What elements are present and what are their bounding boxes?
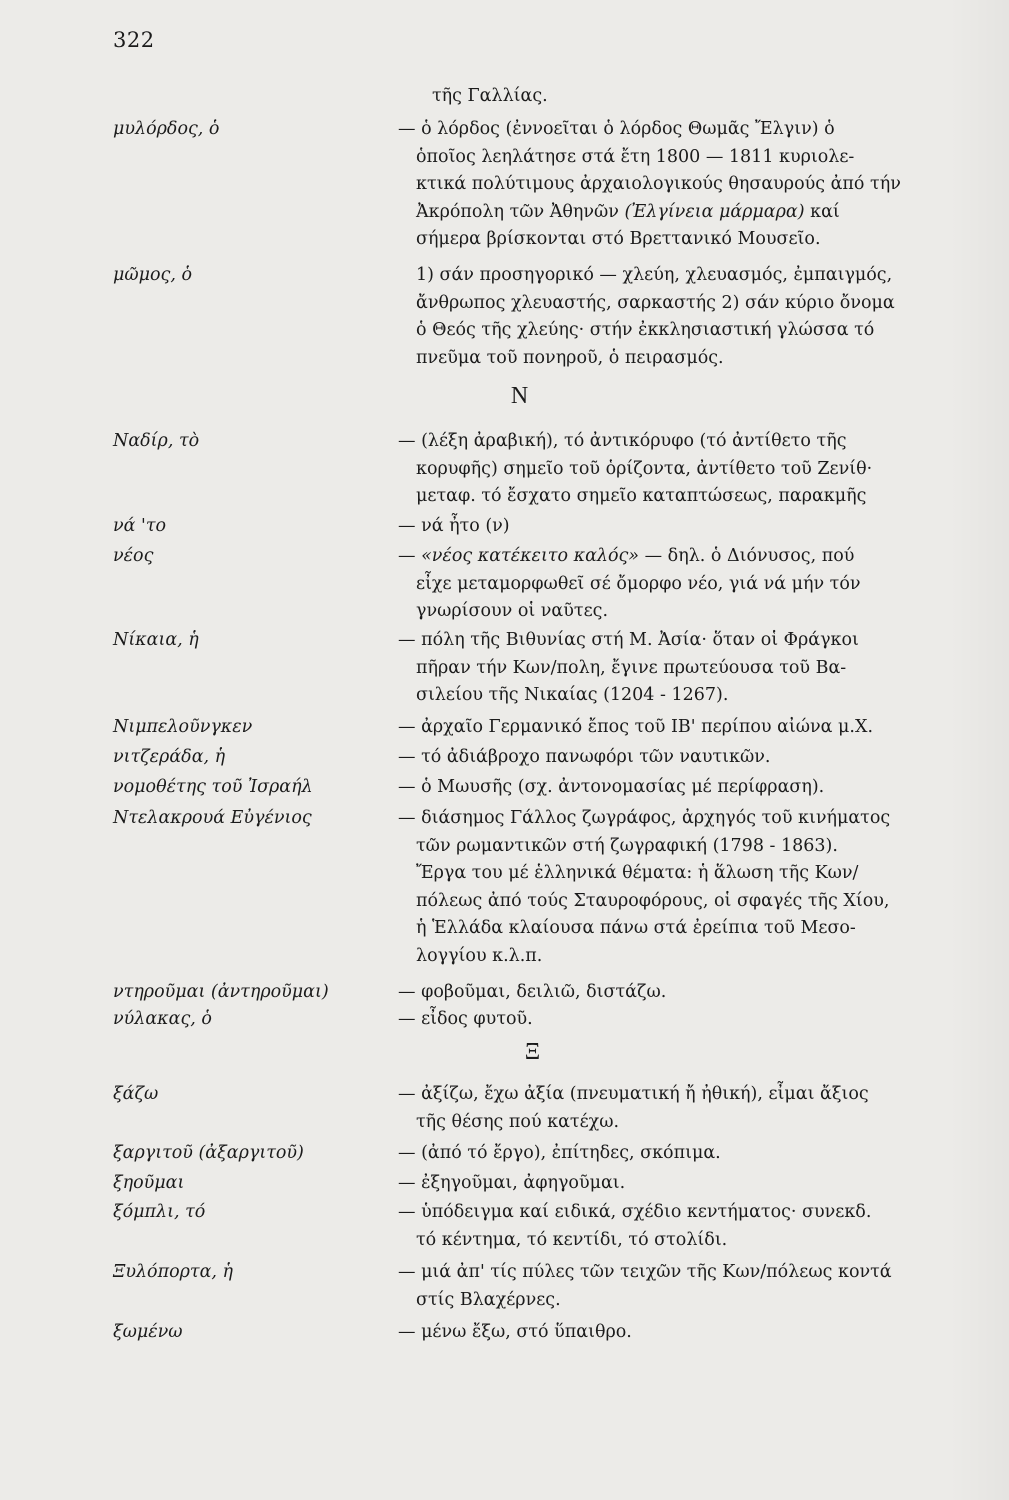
definition-line: — ὁ λόρδος (ἐννοεῖται ὁ λόρδος Θωμᾶς Ἔλγιν) ὁ [398,119,835,139]
definition-line: πνεῦμα τοῦ πονηροῦ, ὁ πειρασμός. [416,347,724,368]
headword: ξόμπλι, τό [113,1202,206,1222]
page-number: 322 [113,28,155,52]
definition-line: στίς Βλαχέρνες. [416,1289,561,1310]
headword: νέος [113,546,154,566]
definition [398,979,955,1007]
definition-line: κορυφῆς) σημεῖο τοῦ ὁρίζοντα, ἀντίθετο τοῦ Ζενίθ· [416,458,873,479]
definition [398,1006,955,1034]
definition-line: 1) σάν προσηγορικό — χλεύη, χλευασμός, ἐμπαιγμός, [416,265,893,285]
continuation-text: τῆς Γαλλίας. [432,86,548,106]
headword: νύλακας, ὁ [113,1009,212,1029]
headword: Ντελακρουά Εὐγένιος [113,808,312,828]
definition-line: γνωρίσουν οἱ ναῦτες. [416,601,609,621]
definition-line: — (λέξη ἀραβική), τό ἀντικόρυφο (τό ἀντίθετο τῆς [398,431,847,451]
definition-line: εἶχε μεταμορφωθεῖ σέ ὄμορφο νέο, γιά νά μήν τόν [416,573,861,594]
definition [398,714,955,742]
definition [398,1259,955,1314]
definition-line: — πόλη τῆς Βιθυνίας στή Μ. Ἀσία· ὅταν οἱ Φράγκοι [398,630,859,650]
definition [398,744,955,772]
definition-line: πόλεως ἀπό τούς Σταυροφόρους, οἱ σφαγές τῆς Χίου, [416,890,890,911]
definition [398,1199,955,1254]
definition [398,1170,955,1198]
headword: ξηοῦμαι [113,1173,185,1193]
definition-italic-fragment: «νέος κατέκειτο καλός» [421,546,640,566]
definition-italic-fragment: (Ἐλγίνεια μάρμαρα) [624,201,805,222]
definition [398,805,955,970]
definition-line: — μένω ἔξω, στό ὕπαιθρο. [398,1322,632,1342]
headword: ξάζω [113,1084,159,1104]
definition-line: — εἶδος φυτοῦ. [398,1009,533,1029]
definition-line [416,199,955,227]
headword: Νίκαια, ἡ [113,630,199,650]
definition-line: ἡ Ἑλλάδα κλαίουσα πάνω στά ἐρείπια τοῦ Μεσο- [416,918,856,938]
definition-line: τό κέντημα, τό κεντίδι, τό στολίδι. [416,1229,728,1250]
definition [398,543,955,626]
page-edge-shadow [949,0,1009,1500]
headword: μῶμος, ὁ [113,265,193,285]
definition-line: λογγίου κ.λ.π. [416,945,543,966]
definition-line: σήμερα βρίσκονται στό Βρεττανικό Μουσεῖο. [416,229,821,249]
definition-line: — νά ἦτο (ν) [398,516,510,536]
headword: Ναδίρ, τὸ [113,431,200,451]
definition-line: Ἔργα του μέ ἑλληνικά θέματα: ἡ ἅλωση τῆς Κων/ [416,863,859,883]
headword: νά 'το [113,516,167,536]
definition-line: σιλείου τῆς Νικαίας (1204 - 1267). [416,685,729,705]
definition-line: — μιά ἀπ' τίς πύλες τῶν τειχῶν τῆς Κων/πόλεως κοντά [398,1262,892,1282]
section-letter-n: N [510,383,529,409]
definition [416,262,957,372]
definition-line: — τό ἀδιάβροχο πανωφόρι τῶν ναυτικῶν. [398,747,771,767]
definition-line: ἄνθρωπος χλευαστής, σαρκαστής 2) σάν κύριο ὄνομα [416,292,895,313]
definition-line: — (ἀπό τό ἔργο), ἐπίτηδες, σκόπιμα. [398,1143,721,1163]
definition-line: — ἀρχαῖο Γερμανικό ἔπος τοῦ ΙΒ' περίπου αἰώνα μ.Χ. [398,717,874,737]
definition [398,116,955,254]
definition-line: τῶν ρωμαντικῶν στή ζωγραφική (1798 - 1863). [416,835,838,856]
headword: νιτζεράδα, ἡ [113,747,226,767]
definition [398,627,955,710]
headword: Ξυλόπορτα, ἡ [113,1262,234,1282]
definition [398,1081,955,1136]
headword: μυλόρδος, ὁ [113,119,220,139]
definition-line: — ἀξίζω, ἔχω ἀξία (πνευματική ἤ ἠθική), εἶμαι ἄξιος [398,1084,869,1104]
definition-line: — φοβοῦμαι, δειλιῶ, διστάζω. [398,982,667,1002]
definition [398,774,955,802]
definition-line: — διάσημος Γάλλος ζωγράφος, ἀρχηγός τοῦ κινήματος [398,808,891,828]
definition [398,1140,955,1168]
section-letter-x: Ξ [524,1039,541,1065]
definition [398,1319,955,1347]
definition-line: πῆραν τήν Κων/πολη, ἔγινε πρωτεύουσα τοῦ Βα- [416,657,847,678]
definition-line: — «νέος κατέκειτο καλός» — δηλ. ὁ Διόνυσος, πού [398,546,855,566]
headword: ξωμένω [113,1322,183,1342]
headword: ντηροῦμαι (ἀντηροῦμαι) [113,982,329,1002]
definition-line: — ἐξηγοῦμαι, ἀφηγοῦμαι. [398,1173,626,1193]
headword: νομοθέτης τοῦ Ἰσραήλ [113,777,313,797]
definition-fragment: Ἀκρόπολη τῶν Ἀθηνῶν [416,201,619,222]
definition-line: ὁποῖος λεηλάτησε στά ἔτη 1800 — 1811 κυριολε- [416,146,855,167]
definition-fragment: — δηλ. ὁ Διόνυσος, πού [644,546,855,566]
definition-line: — ὁ Μωυσῆς (σχ. ἀντονομασίας μέ περίφραση). [398,777,825,797]
headword: Νιμπελοῦνγκεν [113,717,253,737]
definition-line: τῆς θέσης πού κατέχω. [416,1111,620,1132]
definition-fragment: καί [810,201,840,222]
definition-line: ὁ Θεός τῆς χλεύης· στήν ἐκκλησιαστική γλώσσα τό [416,320,875,340]
definition-line: κτικά πολύτιμους ἀρχαιολογικούς θησαυρούς ἀπό τήν [416,174,901,194]
headword: ξαργιτοῦ (ἀξαργιτοῦ) [113,1143,304,1163]
definition [398,513,955,541]
definition [398,428,955,511]
definition-line: — ὑπόδειγμα καί ειδικά, σχέδιο κεντήματος· συνεκδ. [398,1202,872,1222]
definition-line: μεταφ. τό ἔσχατο σημεῖο καταπτώσεως, παρακμῆς [416,486,867,506]
